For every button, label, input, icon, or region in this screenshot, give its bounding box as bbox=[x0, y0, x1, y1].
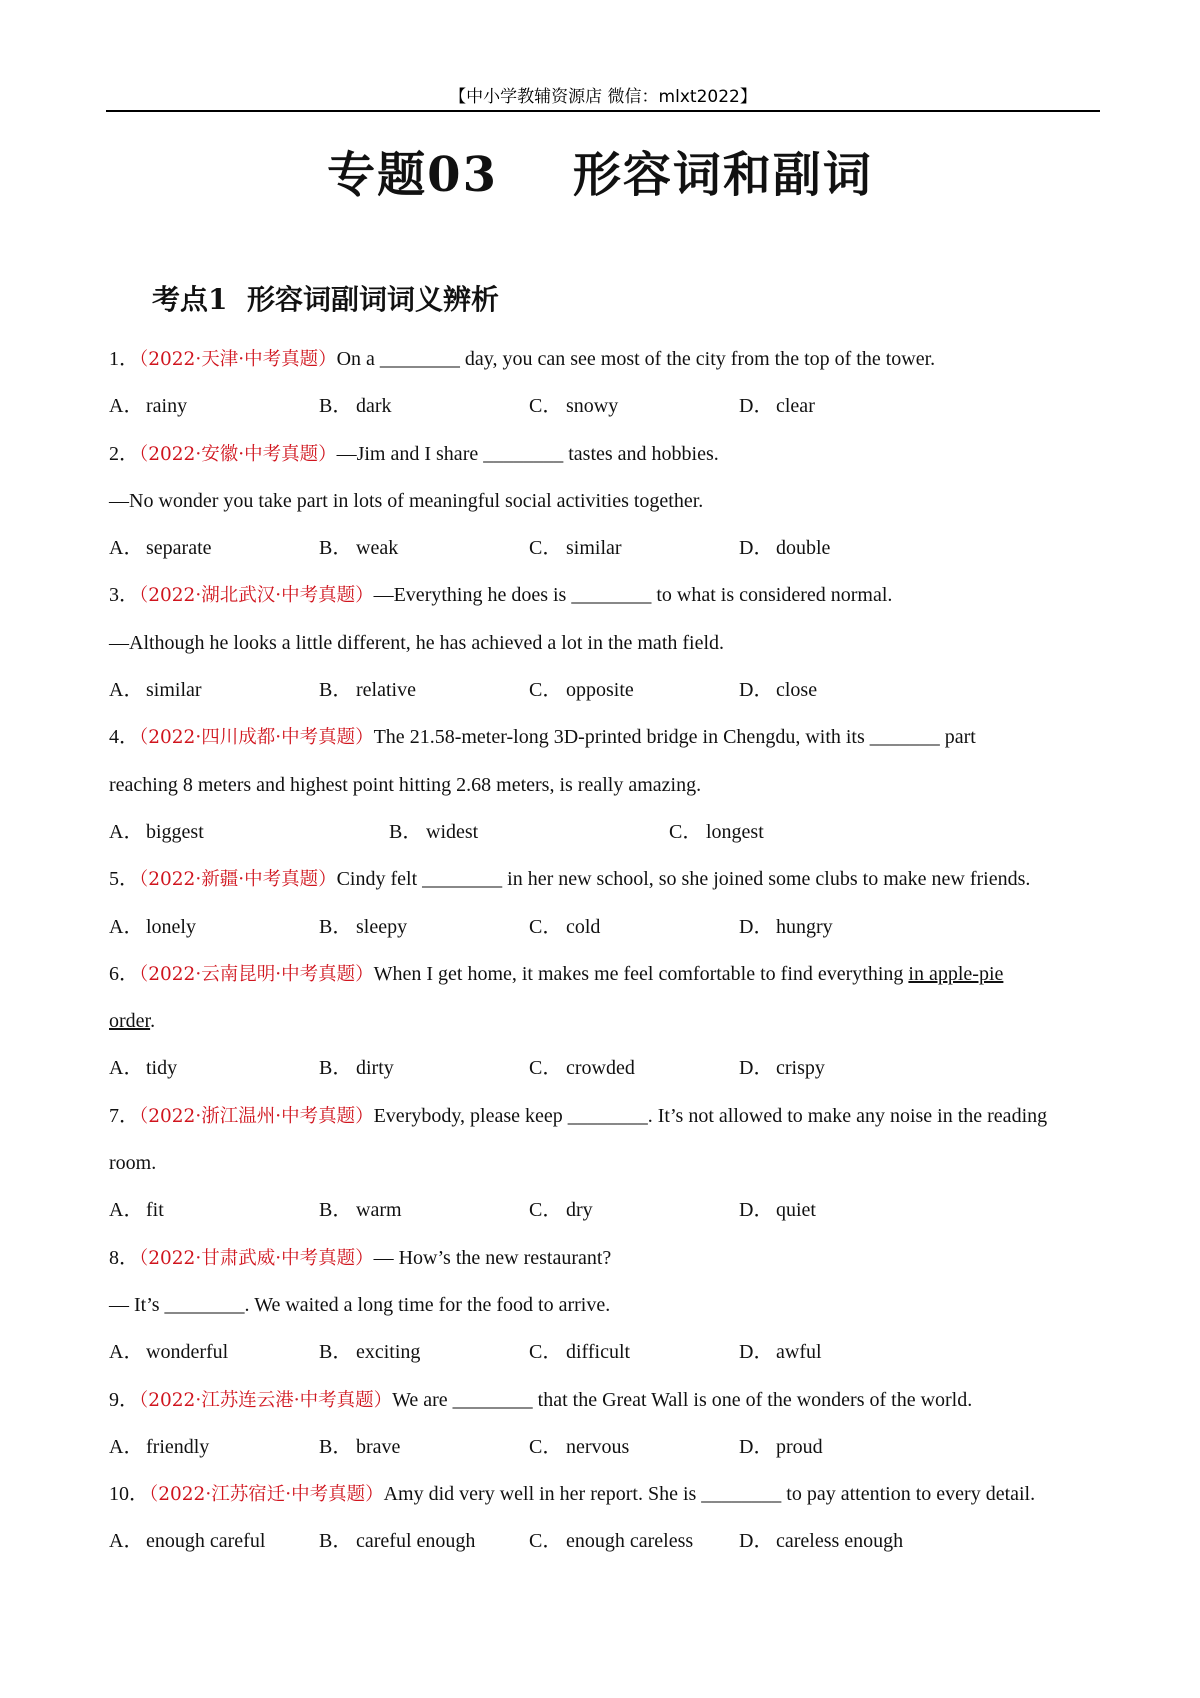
option-a[interactable]: A． tidy bbox=[109, 1057, 178, 1080]
section-title: 考点1 形容词副词词义辨析 bbox=[152, 283, 499, 316]
question-10-options bbox=[109, 1518, 1109, 1565]
question-2-options bbox=[109, 525, 1109, 572]
option-b[interactable]: B． weak bbox=[319, 537, 399, 560]
question-8-stem bbox=[109, 1235, 1109, 1282]
question-number: 1． bbox=[109, 348, 139, 370]
question-text: When I get home, it makes me feel comfortable to find everything bbox=[373, 962, 909, 985]
option-b[interactable]: B． careful enough bbox=[319, 1530, 476, 1553]
option-a[interactable]: A． rainy bbox=[109, 395, 188, 418]
question-number: 10． bbox=[109, 1483, 149, 1506]
question-3-options bbox=[109, 667, 1109, 714]
question-source: （2022·新疆·中考真题） bbox=[139, 869, 337, 891]
option-b[interactable]: B． exciting bbox=[319, 1341, 421, 1364]
option-d[interactable]: D． clear bbox=[739, 395, 815, 418]
question-7-stem bbox=[109, 1093, 1109, 1140]
option-b[interactable]: B． relative bbox=[319, 679, 416, 702]
question-7-options bbox=[109, 1187, 1109, 1234]
question-number: 7． bbox=[109, 1104, 139, 1127]
question-number: 8． bbox=[109, 1246, 139, 1269]
option-c[interactable]: C． opposite bbox=[529, 679, 634, 702]
question-6-stem bbox=[109, 951, 1109, 998]
question-9-options bbox=[109, 1424, 1109, 1471]
option-a[interactable]: A． lonely bbox=[109, 915, 196, 938]
question-source: （2022·天津·中考真题） bbox=[139, 349, 337, 370]
question-text: We are ________ that the Great Wall is one of the wonders of the world. bbox=[392, 1388, 973, 1411]
option-c[interactable]: C． enough careless bbox=[529, 1530, 694, 1553]
option-c[interactable]: C． snowy bbox=[529, 395, 619, 418]
page-header: 【中小学教辅资源店 微信：mlxt2022】 bbox=[449, 87, 757, 107]
option-d[interactable]: D． quiet bbox=[739, 1199, 816, 1222]
option-b[interactable]: B． warm bbox=[319, 1199, 402, 1222]
option-a[interactable]: A． biggest bbox=[109, 820, 204, 843]
option-c[interactable]: C． dry bbox=[529, 1199, 593, 1222]
question-8-stem-continued: — It’s ________. We waited a long time for the food to arrive. bbox=[109, 1293, 611, 1316]
question-10-stem bbox=[109, 1471, 1109, 1518]
question-number: 3． bbox=[109, 584, 139, 607]
option-a[interactable]: A． wonderful bbox=[109, 1341, 229, 1364]
question-1-options bbox=[109, 383, 1109, 430]
question-source: （2022·江苏连云港·中考真题） bbox=[139, 1389, 393, 1411]
option-d[interactable]: D． crispy bbox=[739, 1057, 825, 1080]
option-c[interactable]: C． crowded bbox=[529, 1057, 635, 1080]
question-7-stem-continued: room. bbox=[109, 1152, 157, 1175]
option-c[interactable]: C． nervous bbox=[529, 1435, 630, 1458]
page-title: 专题03 形容词和副词 bbox=[327, 147, 873, 203]
question-number: 4． bbox=[109, 726, 139, 749]
question-text: Cindy felt ________ in her new school, so she joined some clubs to make new friends. bbox=[336, 868, 1031, 891]
question-5-options bbox=[109, 904, 1109, 951]
question-4-stem-continued: reaching 8 meters and highest point hitting 2.68 meters, is really amazing. bbox=[109, 773, 702, 796]
question-text: — How’s the new restaurant? bbox=[373, 1246, 612, 1269]
question-6-stem-continued: order. bbox=[109, 1010, 156, 1033]
option-d[interactable]: D． double bbox=[739, 537, 831, 560]
option-a[interactable]: A． fit bbox=[109, 1199, 164, 1222]
question-number: 5． bbox=[109, 868, 139, 891]
question-source: （2022·云南昆明·中考真题） bbox=[139, 963, 374, 985]
question-source: （2022·四川成都·中考真题） bbox=[139, 727, 374, 749]
option-c[interactable]: C． longest bbox=[669, 820, 764, 843]
question-2-stem bbox=[109, 431, 1109, 478]
question-3-stem-continued: —Although he looks a little different, he has achieved a lot in the math field. bbox=[109, 631, 725, 654]
question-8-options bbox=[109, 1329, 1109, 1376]
question-source: （2022·甘肃武威·中考真题） bbox=[139, 1247, 374, 1269]
question-number: 6． bbox=[109, 962, 139, 985]
question-source: （2022·安徽·中考真题） bbox=[139, 443, 337, 465]
question-9-stem bbox=[109, 1377, 1109, 1424]
option-c[interactable]: C． difficult bbox=[529, 1341, 631, 1364]
option-c[interactable]: C． cold bbox=[529, 915, 601, 938]
option-d[interactable]: D． hungry bbox=[739, 915, 833, 938]
option-a[interactable]: A． friendly bbox=[109, 1435, 210, 1458]
option-d[interactable]: D． awful bbox=[739, 1341, 822, 1364]
question-source: （2022·江苏宿迁·中考真题） bbox=[149, 1484, 384, 1506]
question-4-options bbox=[109, 809, 1109, 856]
option-d[interactable]: D． careless enough bbox=[739, 1530, 904, 1553]
question-4-stem bbox=[109, 714, 1109, 761]
option-b[interactable]: B． brave bbox=[319, 1435, 401, 1458]
question-1-stem bbox=[109, 336, 1109, 383]
option-b[interactable]: B． dirty bbox=[319, 1057, 394, 1080]
question-text: —Jim and I share ________ tastes and hobbies. bbox=[336, 442, 719, 465]
option-a[interactable]: A． enough careful bbox=[109, 1530, 266, 1553]
question-text: On a ________ day, you can see most of the city from the top of the tower. bbox=[336, 348, 936, 370]
option-d[interactable]: D． close bbox=[739, 679, 818, 702]
question-number: 2． bbox=[109, 442, 139, 465]
question-number: 9． bbox=[109, 1388, 139, 1411]
question-6-options bbox=[109, 1045, 1109, 1092]
question-2-stem-continued: —No wonder you take part in lots of meaningful social activities together. bbox=[109, 489, 704, 512]
question-source: （2022·浙江温州·中考真题） bbox=[139, 1105, 374, 1127]
question-source: （2022·湖北武汉·中考真题） bbox=[139, 585, 374, 607]
question-list bbox=[109, 336, 1109, 1566]
header-divider bbox=[106, 110, 1100, 112]
option-b[interactable]: B． sleepy bbox=[319, 915, 408, 938]
option-a[interactable]: A． similar bbox=[109, 679, 202, 702]
question-5-stem bbox=[109, 856, 1109, 903]
question-text: —Everything he does is ________ to what is considered normal. bbox=[373, 584, 893, 607]
question-text: Amy did very well in her report. She is ________ to pay attention to every detail. bbox=[383, 1483, 1036, 1506]
underlined-phrase: order bbox=[109, 1010, 151, 1033]
underlined-phrase: in apple-pie bbox=[908, 962, 1004, 985]
question-text: The 21.58-meter-long 3D-printed bridge in Chengdu, with its _______ part bbox=[373, 726, 976, 749]
option-c[interactable]: C． similar bbox=[529, 537, 622, 560]
option-b[interactable]: B． dark bbox=[319, 395, 392, 418]
option-b[interactable]: B． widest bbox=[389, 820, 479, 843]
option-a[interactable]: A． separate bbox=[109, 537, 212, 560]
question-3-stem bbox=[109, 572, 1109, 619]
question-text: Everybody, please keep ________. It’s not allowed to make any noise in the reading bbox=[373, 1104, 1048, 1127]
option-d[interactable]: D． proud bbox=[739, 1435, 823, 1458]
